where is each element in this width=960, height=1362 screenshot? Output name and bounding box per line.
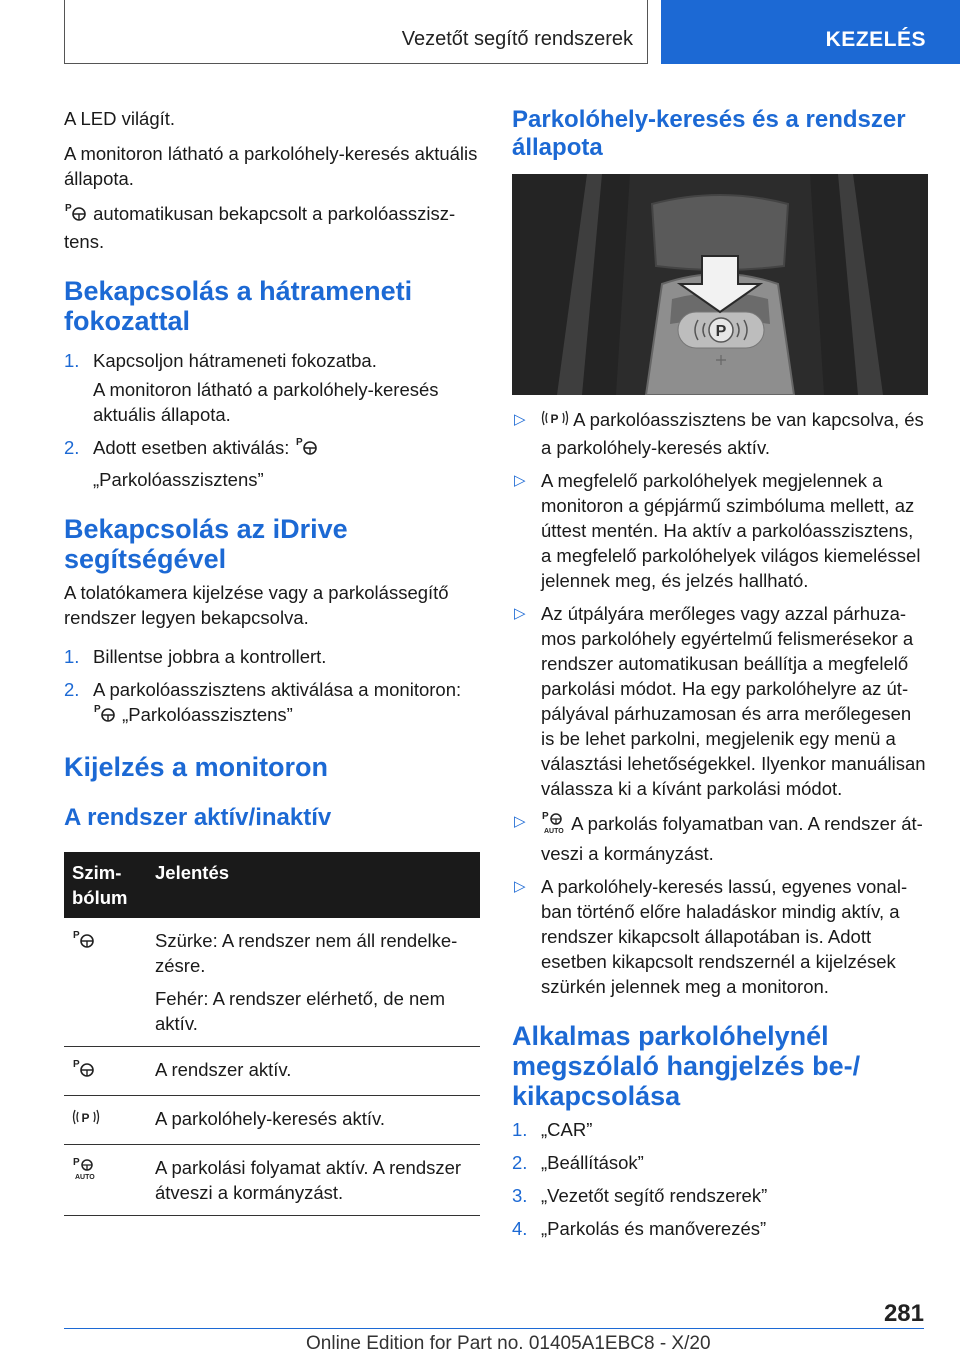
svg-text:P: P bbox=[542, 811, 549, 823]
svg-text:P: P bbox=[73, 1059, 80, 1071]
heading-reverse: Bekapcsolás a hátrameneti fokozattal bbox=[64, 276, 413, 337]
list-item: 1. Billentse jobbra a kontrollert. bbox=[64, 646, 327, 668]
parking-assist-icon bbox=[93, 702, 117, 730]
heading-sound: Alkalmas parkolóhelynél megszólaló hangjelzés be-/ kikapcsolása bbox=[512, 1021, 861, 1112]
parking-search-icon bbox=[72, 1111, 100, 1132]
list-item: 2. „Beállítások” bbox=[512, 1152, 644, 1174]
list-item: ▷ Az útpályára merőleges vagy azzal párhuzamos parkolóhely egyértelmű felismerésekor a rendszer automatikusan beállítja a megfelelő parkolási módot. Ha egy parkolóhelyre az útpályával párhuzamosan és arra merőlegesen is be lehet parkolni, megjelenik egy menü a választási lehetőségekkel. Ilyenkor manuálisan válassza ki a kívánt parkolási módot. bbox=[514, 603, 926, 800]
parking-search-icon bbox=[541, 407, 569, 435]
list-item: 1. Kapcsoljon hátrameneti fokozatba. A monitoron látható a parkolóhely-keresés aktuális állapota. bbox=[64, 350, 439, 426]
right-column bbox=[512, 106, 928, 174]
list-item: 3. „Vezetőt segítő rendszerek” bbox=[512, 1185, 768, 1207]
list-item: ▷ A megfelelő parkolóhelyek megjelennek a monitoron a gépjármű szimbóluma mellett, az úttest mentén. Ha aktív a parkolóasszisztens, a megfelelő parkolóhelyek világos kiemeléssel jelennek meg, és jelzés hallható. bbox=[514, 470, 921, 592]
list-item: 2. A parkolóasszisztens aktiválása a monitoron: P „Parkolóasszisztens” bbox=[64, 677, 480, 730]
list-item: ▷ P AUTO A parkolás folyamatban van. A rendszer átveszi a kormányzást. bbox=[514, 811, 923, 865]
parking-display-figure bbox=[512, 174, 928, 395]
right-column-body bbox=[512, 407, 928, 1249]
led-text: A LED világít. bbox=[64, 108, 176, 129]
table-header: Szimbólum Jelentés bbox=[64, 852, 480, 918]
heading-idrive: Bekapcsolás az iDrive segítségével bbox=[64, 514, 348, 575]
svg-text:P: P bbox=[94, 704, 101, 716]
svg-text:P: P bbox=[65, 203, 72, 215]
parking-auto-icon bbox=[541, 809, 567, 841]
svg-text:P: P bbox=[81, 1111, 90, 1126]
heading-display: Kijelzés a monitoron bbox=[64, 752, 329, 783]
idrive-intro: A tolatókamera kijelzése vagy a parkolássegítő rendszer legyen bekapcsolva. bbox=[64, 582, 449, 629]
auto-text: P automatikusan bekapcsolt a parkolóasszisztens. bbox=[64, 203, 456, 253]
svg-text:P: P bbox=[550, 412, 559, 427]
table-row: P A rendszer aktív. bbox=[64, 1047, 480, 1096]
monitor-text: A monitoron látható a parkolóhely-keresés aktuális állapota. bbox=[64, 143, 478, 189]
svg-text:AUTO: AUTO bbox=[75, 1174, 95, 1182]
edition-text: Online Edition for Part no. 01405A1EBC8 - X/20 bbox=[306, 1333, 711, 1354]
section-title: Vezetőt segítő rendszerek bbox=[401, 28, 633, 50]
page-number: 281 bbox=[883, 1300, 924, 1327]
list-item: 4. „Parkolás és manőverezés” bbox=[512, 1218, 767, 1240]
heading-search: Parkolóhely-keresés és a rendszer állapota bbox=[512, 106, 906, 161]
list-item: 2. Adott esetben aktiválás: P „Parkolóasszisztens” bbox=[64, 435, 480, 492]
footer-divider bbox=[64, 1328, 924, 1329]
svg-text:P: P bbox=[73, 1157, 80, 1169]
list-item: ▷ A parkolóhely-keresés lassú, egyenes vonalban történő előre haladáskor mindig aktív, a rendszer kikapcsolt állapotában is. Adott esetben kikapcsolt rendszernél a kijelzések szürkén jelennek meg a monitoron. bbox=[514, 876, 908, 998]
left-column bbox=[64, 106, 480, 1216]
list-item: ▷ P A parkolóasszisztens be van kapcsolva, és a parkolóhely-keresés aktív. bbox=[514, 409, 924, 459]
chapter-title: KEZELÉS bbox=[825, 28, 926, 51]
table-row: P Szürke: A rendszer nem áll rendelkezésre. Fehér: A rendszer elérhető, de nem aktív. bbox=[64, 918, 480, 1047]
heading-active: A rendszer aktív/inaktív bbox=[64, 804, 332, 832]
svg-text:AUTO: AUTO bbox=[544, 828, 564, 836]
list-item: 1. „CAR” bbox=[512, 1119, 593, 1141]
running-header bbox=[64, 0, 648, 64]
symbol-table bbox=[64, 852, 480, 1216]
parking-assist-icon bbox=[64, 201, 88, 229]
table-row: P A parkolóhely-keresés aktív. bbox=[64, 1096, 480, 1145]
svg-text:P: P bbox=[295, 437, 303, 449]
parking-assist-icon bbox=[72, 1059, 96, 1083]
table-row: P AUTO A parkolási folyamat aktív. A rendszer átveszi a kormányzást. bbox=[64, 1145, 480, 1216]
svg-text:P: P bbox=[715, 323, 727, 340]
parking-assist-icon bbox=[72, 930, 96, 954]
svg-text:P: P bbox=[73, 930, 80, 942]
parking-display-illustration bbox=[512, 174, 928, 395]
parking-assist-icon bbox=[295, 435, 319, 463]
chapter-tab bbox=[661, 0, 960, 64]
parking-auto-icon bbox=[72, 1157, 98, 1185]
